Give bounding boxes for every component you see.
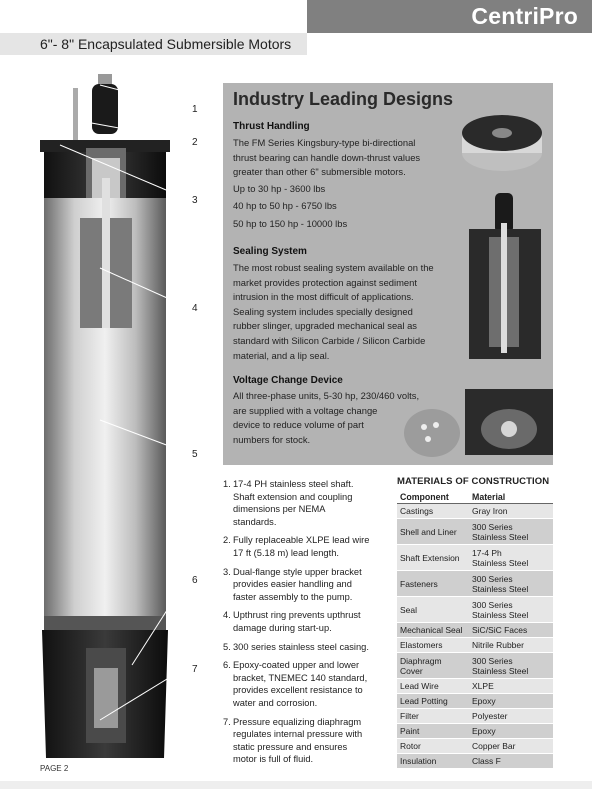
feature-item: 1. 17-4 PH stainless steel shaft. Shaft extension and coupling dimensions per NEMA standards. <box>223 479 354 527</box>
feature-list <box>223 478 393 772</box>
table-row: Insulation Class F <box>397 754 553 769</box>
voltage-text: All three-phase units, 5-30 hp, 230/460 volts, are supplied with a voltage change device to reduce volume of part numbers for stock. <box>233 390 420 445</box>
brand-logo: CentriPro <box>471 3 578 29</box>
table-row: Lead Potting Epoxy <box>397 694 553 709</box>
table-row: Diaphragm Cover 300 Series Stainless Steel <box>397 653 553 679</box>
sealing-text: The most robust sealing system available on the market provides protection against sediment intrusion in the most difficult of applications. Sealing system includes specially designed rubber slinger, upgraded mechanical seal as standard with Silicon Carbide / Silicon Carbide material, and a lip seal. <box>233 262 434 361</box>
thrust-spec-1: Up to 30 hp - 3600 lbs <box>233 183 326 194</box>
table-row: Fasteners 300 Series Stainless Steel <box>397 571 553 597</box>
callout-3: 3 <box>192 195 198 206</box>
header-material: Material <box>469 491 553 504</box>
materials-table <box>397 491 553 769</box>
feature-item: 6. Epoxy-coated upper and lower bracket, TNEMEC 140 standard, provides excellent resistance to water and corrosion. <box>223 660 368 708</box>
callout-1: 1 <box>192 104 198 115</box>
table-row: Seal 300 Series Stainless Steel <box>397 597 553 623</box>
feature-item: 2. Fully replaceable XLPE lead wire 17 ft (5.18 m) lead length. <box>223 535 370 558</box>
header-component: Component <box>397 491 469 504</box>
thrust-text: The FM Series Kingsbury-type bi-directional thrust bearing can handle down-thrust values greater than other 6" submersible motors. <box>233 137 421 178</box>
thrust-spec-3: 50 hp to 150 hp - 10000 lbs <box>233 218 348 229</box>
sealing-heading: Sealing System <box>233 246 307 257</box>
callout-4: 4 <box>192 303 198 314</box>
voltage-motor-image <box>465 389 553 455</box>
table-row: Elastomers Nitrile Rubber <box>397 638 553 653</box>
sealing-system-image <box>465 193 545 363</box>
feature-item: 7. Pressure equalizing diaphragm regulates internal pressure with static pressure and ensures motor is full of fluid. <box>223 716 363 765</box>
feature-item: 5. 300 series stainless steel casing. <box>223 641 369 652</box>
thrust-heading: Thrust Handling <box>233 121 310 132</box>
table-row: Rotor Copper Bar <box>397 739 553 754</box>
footer-band <box>0 781 592 789</box>
callout-6: 6 <box>192 575 198 586</box>
brand-bar <box>307 0 592 33</box>
page-title: 6"- 8" Encapsulated Submersible Motors <box>40 36 292 52</box>
designs-panel <box>223 83 553 465</box>
callout-5: 5 <box>192 449 198 460</box>
callout-7: 7 <box>192 664 198 675</box>
voltage-device-image <box>398 401 468 461</box>
feature-item: 4. Upthrust ring prevents upthrust damage during start-up. <box>223 610 361 633</box>
table-row: Mechanical Seal SiC/SiC Faces <box>397 623 553 638</box>
table-row: Lead Wire XLPE <box>397 679 553 694</box>
callout-2: 2 <box>192 137 198 148</box>
table-row: Castings Gray Iron <box>397 504 553 519</box>
designs-heading: Industry Leading Designs <box>233 89 454 109</box>
table-row: Paint Epoxy <box>397 724 553 739</box>
voltage-heading: Voltage Change Device <box>233 375 343 386</box>
thrust-bearing-image <box>459 107 545 179</box>
motor-cutaway-image <box>34 68 176 758</box>
feature-item: 3. Dual-flange style upper bracket provides easier handling and faster assembly to the pump. <box>223 566 362 602</box>
title-bar <box>0 33 307 55</box>
page-number: PAGE 2 <box>40 764 69 773</box>
materials-section <box>397 476 553 769</box>
table-row: Shaft Extension 17-4 Ph Stainless Steel <box>397 545 553 571</box>
table-row: Filter Polyester <box>397 709 553 724</box>
materials-title: MATERIALS OF CONSTRUCTION <box>397 476 550 487</box>
table-row: Shell and Liner 300 Series Stainless Steel <box>397 519 553 545</box>
thrust-spec-2: 40 hp to 50 hp - 6750 lbs <box>233 200 337 211</box>
